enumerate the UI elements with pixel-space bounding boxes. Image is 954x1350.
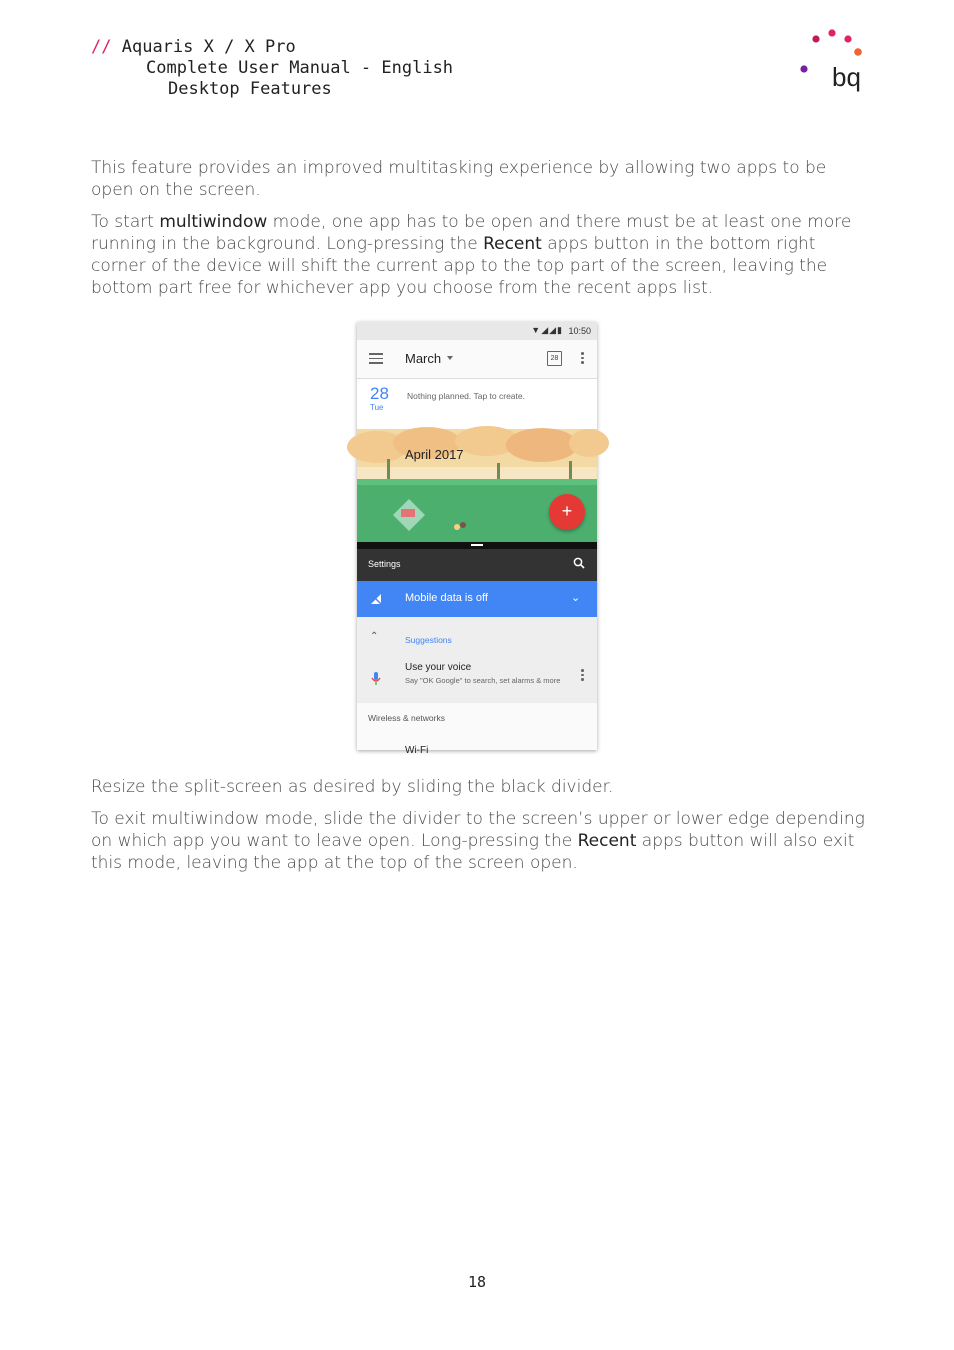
- doc-section-title: Desktop Features: [168, 79, 332, 99]
- chevron-up-icon[interactable]: ⌃: [370, 631, 379, 642]
- mobile-data-label: Mobile data is off: [405, 592, 488, 604]
- logo-text: bq: [832, 62, 861, 92]
- add-event-fab[interactable]: +: [549, 494, 585, 530]
- calendar-day-row[interactable]: [357, 379, 597, 429]
- calendar-today-icon[interactable]: 28: [547, 351, 562, 366]
- doc-product-title: Aquaris X / X Pro: [121, 37, 296, 57]
- page-number: 18: [467, 1273, 487, 1291]
- wireless-networks-label: Wireless & networks: [368, 713, 445, 723]
- voice-suggestion-title[interactable]: Use your voice: [405, 662, 472, 673]
- voice-suggestion-desc: Say "OK Google" to search, set alarms & more: [405, 676, 561, 685]
- header-line-1: [91, 37, 296, 57]
- logo-dot-2: [828, 29, 835, 36]
- resize-paragraph: Resize the split-screen as desired by sliding the black divider.: [91, 777, 614, 797]
- empty-day-text: Nothing planned. Tap to create.: [407, 391, 525, 401]
- banner-month-title: April 2017: [405, 447, 464, 462]
- mobile-data-banner[interactable]: [357, 581, 597, 617]
- logo-dot-3: [844, 35, 851, 42]
- suggestion-overflow-icon[interactable]: [581, 669, 584, 683]
- settings-toolbar: [357, 549, 597, 581]
- mobile-data-off-icon: [370, 593, 382, 605]
- day-name: Tue: [370, 403, 384, 412]
- month-selector[interactable]: March: [405, 351, 442, 366]
- multiwindow-term: multiwindow: [159, 212, 268, 232]
- recent-term: Recent: [483, 234, 542, 254]
- chevron-down-icon[interactable]: ⌄: [571, 592, 581, 604]
- recent-term-2: Recent: [577, 831, 637, 851]
- logo-dot-4: [854, 48, 862, 56]
- logo-dot-1: [812, 35, 819, 42]
- wireless-section: [357, 703, 597, 756]
- hamburger-menu-icon[interactable]: [369, 353, 383, 363]
- doc-manual-title: Complete User Manual - English: [146, 58, 454, 78]
- divider-handle[interactable]: [471, 544, 483, 546]
- overflow-menu-icon[interactable]: [581, 352, 584, 366]
- wifi-item[interactable]: Wi-Fi: [405, 745, 429, 756]
- start-multiwindow-paragraph: To start multiwindow mode, one app has to be open and there must be at least one more running in the background. Long-pressing the Recent apps button in the bottom right corner of the device will shift the current app to the top part of the screen, leaving the bottom part free for whichever app you choose from the recent apps list.: [91, 212, 852, 298]
- microphone-icon: [371, 672, 381, 686]
- caret-down-icon[interactable]: [447, 356, 453, 360]
- header-slashes: //: [91, 37, 112, 57]
- logo-dot-5: [800, 65, 807, 72]
- status-time: 10:50: [568, 326, 591, 336]
- signal-icons: ▼◢◢▮: [531, 325, 563, 335]
- settings-title: Settings: [368, 559, 401, 569]
- search-icon[interactable]: [573, 557, 585, 569]
- exit-multiwindow-paragraph: To exit multiwindow mode, slide the divider to the screen’s upper or lower edge depending on which app you want to leave open. Long-pressing the Recent apps button will also exit this mode, leaving the app at the top of the screen open.: [91, 809, 865, 873]
- suggestions-section: [357, 617, 597, 703]
- intro-paragraph: This feature provides an improved multitasking experience by allowing two apps to be open on the screen.: [91, 158, 827, 200]
- suggestions-label: Suggestions: [405, 635, 452, 645]
- calendar-toolbar: [357, 340, 597, 379]
- phone-screenshot: [357, 322, 597, 756]
- day-number: 28: [370, 384, 389, 403]
- status-bar: [357, 322, 597, 340]
- bq-logo: [798, 28, 868, 98]
- split-screen-divider[interactable]: [357, 542, 597, 549]
